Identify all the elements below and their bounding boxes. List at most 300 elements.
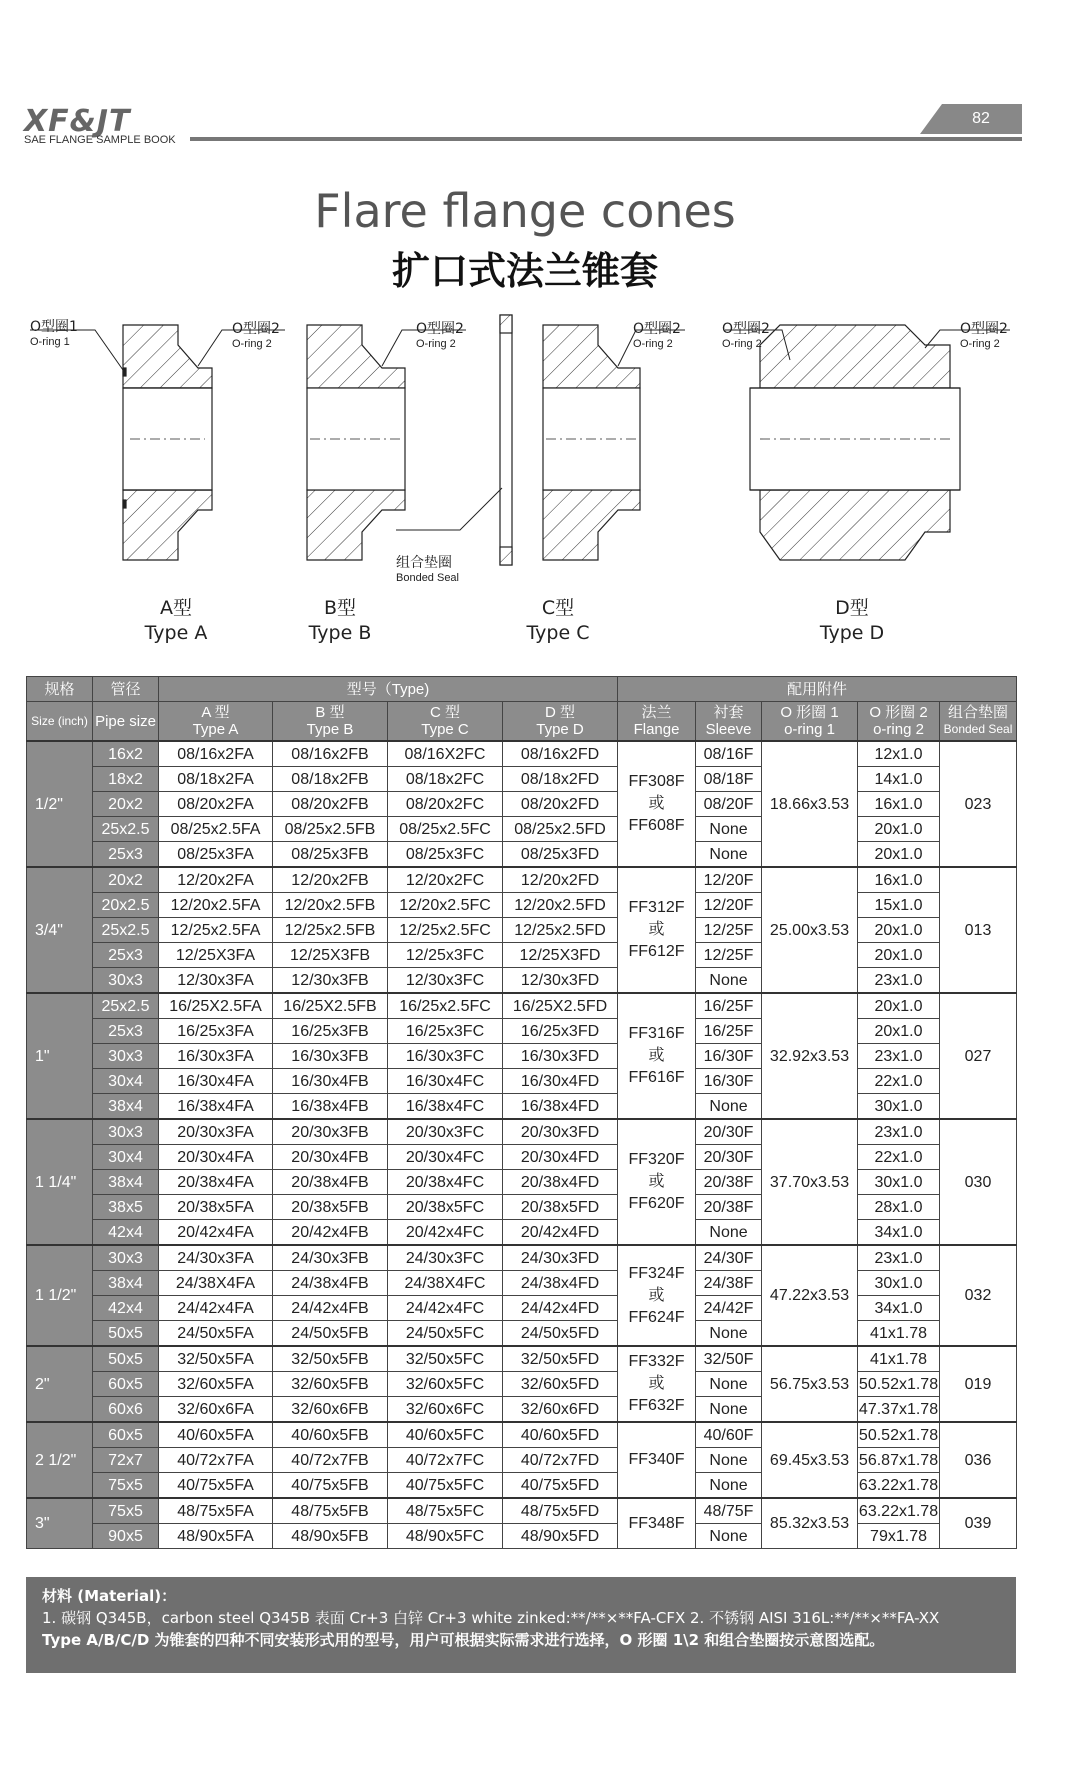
oring1-cell: 18.66x3.53 (762, 741, 858, 867)
page-number: 82 (972, 110, 990, 127)
table-row (27, 767, 1017, 792)
type-a-cell: 12/30x3FA (159, 968, 273, 994)
type-c-cell: 08/25x3FC (388, 842, 503, 868)
oring2-label-b: O型圈2 O-ring 2 (416, 321, 464, 350)
pipe-size-cell: 50x5 (93, 1346, 159, 1372)
type-d-cell: 20/30x4FD (503, 1145, 618, 1170)
sleeve-cell: None (696, 1220, 762, 1246)
type-a-cell: 24/50x5FA (159, 1321, 273, 1347)
type-c-cell: 32/60x5FC (388, 1372, 503, 1397)
type-b-cell: 20/30x3FB (273, 1119, 388, 1145)
sleeve-cell: None (696, 1372, 762, 1397)
type-c-cell: 24/50x5FC (388, 1321, 503, 1347)
th-size-cn: 规格 (27, 677, 93, 702)
type-b-cell: 08/20x2FB (273, 792, 388, 817)
sleeve-cell: 24/38F (696, 1271, 762, 1296)
type-c-label: C型 Type C (526, 597, 590, 644)
th-bonded-seal: 组合垫圈 Bonded Seal (940, 702, 1017, 742)
size-cell: 1/2" (27, 741, 93, 867)
th-type-c: C 型 Type C (388, 702, 503, 742)
type-c-cell: 32/50x5FC (388, 1346, 503, 1372)
type-b-cell: 12/30x3FB (273, 968, 388, 994)
oring2-cell: 22x1.0 (858, 1145, 940, 1170)
type-b-cell: 40/72x7FB (273, 1448, 388, 1473)
table-row (27, 817, 1017, 842)
pipe-size-cell: 38x5 (93, 1195, 159, 1220)
bonded-seal-cell: 030 (940, 1119, 1017, 1245)
size-cell: 1 1/2" (27, 1245, 93, 1346)
flange-cell (618, 1245, 696, 1346)
type-d-cell: 08/25x2.5FD (503, 817, 618, 842)
type-c-cell: 08/18x2FC (388, 767, 503, 792)
type-b-cell: 48/90x5FB (273, 1524, 388, 1549)
table-row (27, 1346, 1017, 1372)
table-row (27, 1524, 1017, 1549)
oring2-cell: 41x1.78 (858, 1346, 940, 1372)
type-a-cell: 24/38X4FA (159, 1271, 273, 1296)
table-row (27, 842, 1017, 868)
type-d-cell: 16/25X2.5FD (503, 993, 618, 1019)
material-line-2: Type A/B/C/D 为锥套的四种不同安装形式用的型号，用户可根据实际需求进行选择，O 形圈 1\2 和组合垫圈按示意图选配。 (42, 1631, 885, 1649)
type-b-cell: 12/20x2FB (273, 867, 388, 893)
type-c-cell: 48/75x5FC (388, 1498, 503, 1524)
table-row (27, 1271, 1017, 1296)
th-accessory: 配用附件 (618, 677, 1017, 702)
type-d-cell: 08/16x2FD (503, 741, 618, 767)
type-c-cell: 12/30x3FC (388, 968, 503, 994)
pipe-size-cell: 72x7 (93, 1448, 159, 1473)
type-a-cell: 08/20x2FA (159, 792, 273, 817)
size-cell: 2 1/2" (27, 1422, 93, 1498)
oring2-cell: 20x1.0 (858, 817, 940, 842)
type-c-cell: 16/25x2.5FC (388, 993, 503, 1019)
size-cell: 3" (27, 1498, 93, 1549)
oring2-cell: 15x1.0 (858, 893, 940, 918)
oring2-cell: 23x1.0 (858, 1044, 940, 1069)
table-row (27, 741, 1017, 767)
flange-code: 或 (648, 921, 665, 938)
type-b-cell: 24/50x5FB (273, 1321, 388, 1347)
table-row (27, 1220, 1017, 1246)
pipe-size-cell: 75x5 (93, 1473, 159, 1499)
type-a-cell: 40/75x5FA (159, 1473, 273, 1499)
type-c-cell: 16/30x3FC (388, 1044, 503, 1069)
type-b-drawing (307, 325, 405, 560)
type-b-cell: 48/75x5FB (273, 1498, 388, 1524)
pipe-size-cell: 60x6 (93, 1397, 159, 1423)
type-a-cell: 20/38x5FA (159, 1195, 273, 1220)
bonded-seal-cell: 036 (940, 1422, 1017, 1498)
oring2-cell: 63.22x1.78 (858, 1498, 940, 1524)
flange-code: FF624F (628, 1308, 685, 1326)
oring1-cell: 25.00x3.53 (762, 867, 858, 993)
type-c-cell: 40/75x5FC (388, 1473, 503, 1499)
type-d-cell: 16/30x3FD (503, 1044, 618, 1069)
type-c-cell: 20/42x4FC (388, 1220, 503, 1246)
pipe-size-cell: 30x3 (93, 1245, 159, 1271)
sleeve-cell: 08/18F (696, 767, 762, 792)
sleeve-cell: 20/38F (696, 1195, 762, 1220)
table-row (27, 1397, 1017, 1423)
pipe-size-cell: 30x4 (93, 1069, 159, 1094)
type-d-cell: 48/90x5FD (503, 1524, 618, 1549)
type-a-cell: 12/25x2.5FA (159, 918, 273, 943)
sleeve-cell: None (696, 1473, 762, 1499)
oring2-cell: 23x1.0 (858, 1119, 940, 1145)
oring2-cell: 16x1.0 (858, 867, 940, 893)
table-row (27, 1422, 1017, 1448)
pipe-size-cell: 30x4 (93, 1145, 159, 1170)
type-d-cell: 48/75x5FD (503, 1498, 618, 1524)
type-b-cell: 16/30x4FB (273, 1069, 388, 1094)
type-b-cell: 08/25x2.5FB (273, 817, 388, 842)
pipe-size-cell: 20x2 (93, 792, 159, 817)
oring2-cell: 20x1.0 (858, 993, 940, 1019)
pipe-size-cell: 18x2 (93, 767, 159, 792)
bonded-seal-cell: 013 (940, 867, 1017, 993)
type-c-cell: 16/30x4FC (388, 1069, 503, 1094)
table-row (27, 1448, 1017, 1473)
oring2-cell: 34x1.0 (858, 1220, 940, 1246)
material-title: 材料 (Material)： (42, 1587, 177, 1605)
flange-cell (618, 1422, 696, 1498)
flange-code: FF332F (628, 1353, 685, 1370)
table-row (27, 1094, 1017, 1120)
book-title: SAE FLANGE SAMPLE BOOK (24, 134, 176, 146)
table-row (27, 1498, 1017, 1524)
oring2-cell: 41x1.78 (858, 1321, 940, 1347)
bonded-seal-cell: 039 (940, 1498, 1017, 1549)
type-a-cell: 40/60x5FA (159, 1422, 273, 1448)
type-c-cell: 20/38x4FC (388, 1170, 503, 1195)
pipe-size-cell: 30x3 (93, 1044, 159, 1069)
th-type-a: A 型 Type A (159, 702, 273, 742)
type-b-cell: 16/30x3FB (273, 1044, 388, 1069)
type-a-cell: 32/60x6FA (159, 1397, 273, 1423)
type-b-label: B型 Type B (308, 597, 372, 644)
oring1-cell: 37.70x3.53 (762, 1119, 858, 1245)
type-d-cell: 40/72x7FD (503, 1448, 618, 1473)
type-a-cell: 20/42x4FA (159, 1220, 273, 1246)
header-rule (190, 137, 1022, 141)
oring2-cell: 23x1.0 (858, 968, 940, 994)
table-row (27, 1170, 1017, 1195)
type-c-cell: 24/38X4FC (388, 1271, 503, 1296)
spec-table-body (27, 741, 1017, 1549)
bonded-seal-cell: 019 (940, 1346, 1017, 1422)
type-d-cell: 20/30x3FD (503, 1119, 618, 1145)
flange-code: FF616F (628, 1069, 685, 1086)
size-cell: 1 1/4" (27, 1119, 93, 1245)
table-row (27, 993, 1017, 1019)
page-title-cn: 扩口式法兰锥套 (391, 249, 658, 293)
spec-table (26, 676, 1017, 1549)
type-c-cell: 12/20x2.5FC (388, 893, 503, 918)
type-b-cell: 16/25x3FB (273, 1019, 388, 1044)
type-b-cell: 32/60x5FB (273, 1372, 388, 1397)
sleeve-cell: 40/60F (696, 1422, 762, 1448)
type-d-cell: 40/75x5FD (503, 1473, 618, 1499)
type-a-cell: 16/38x4FA (159, 1094, 273, 1120)
sleeve-cell: 16/30F (696, 1044, 762, 1069)
oring2-cell: 30x1.0 (858, 1271, 940, 1296)
pipe-size-cell: 25x2.5 (93, 993, 159, 1019)
type-c-cell: 12/20x2FC (388, 867, 503, 893)
th-pipe-en: Pipe size (93, 702, 159, 742)
sleeve-cell: 12/25F (696, 918, 762, 943)
type-a-cell: 16/30x4FA (159, 1069, 273, 1094)
sleeve-cell: 20/38F (696, 1170, 762, 1195)
material-note (26, 1577, 1016, 1673)
page-header (0, 0, 1080, 170)
flange-code: FF608F (628, 817, 685, 834)
type-b-cell: 20/38x5FB (273, 1195, 388, 1220)
oring2-cell: 79x1.78 (858, 1524, 940, 1549)
sleeve-cell: 16/30F (696, 1069, 762, 1094)
type-b-cell: 16/25X2.5FB (273, 993, 388, 1019)
type-a-cell: 16/25x3FA (159, 1019, 273, 1044)
sleeve-cell: 12/20F (696, 893, 762, 918)
type-d-cell: 24/50x5FD (503, 1321, 618, 1347)
table-row (27, 968, 1017, 994)
pipe-size-cell: 25x3 (93, 1019, 159, 1044)
flange-code: 或 (648, 795, 665, 812)
type-c-cell: 12/25x3FC (388, 943, 503, 968)
flange-code: 或 (648, 1286, 665, 1304)
type-c-cell: 20/30x3FC (388, 1119, 503, 1145)
pipe-size-cell: 38x4 (93, 1271, 159, 1296)
type-d-cell: 24/30x3FD (503, 1245, 618, 1271)
size-cell: 2" (27, 1346, 93, 1422)
th-size-en: Size (inch) (27, 702, 93, 742)
oring1-cell: 56.75x3.53 (762, 1346, 858, 1422)
table-row (27, 1195, 1017, 1220)
bonded-seal-label: 组合垫圈 Bonded Seal (396, 555, 459, 584)
flange-code: 或 (648, 1173, 665, 1190)
type-d-cell: 16/25x3FD (503, 1019, 618, 1044)
sleeve-cell: None (696, 817, 762, 842)
size-cell: 3/4" (27, 867, 93, 993)
oring2-cell: 12x1.0 (858, 741, 940, 767)
oring2-label-d-left: O型圈2 O-ring 2 (722, 321, 770, 350)
type-c-cell: 40/72x7FC (388, 1448, 503, 1473)
page-title-en: Flare flange cones (314, 184, 736, 238)
pipe-size-cell: 60x5 (93, 1422, 159, 1448)
flange-code: FF316F (628, 1025, 685, 1042)
oring1-cell: 47.22x3.53 (762, 1245, 858, 1346)
pipe-size-cell: 38x4 (93, 1170, 159, 1195)
pipe-size-cell: 42x4 (93, 1220, 159, 1246)
oring2-label-d-right: O型圈2 O-ring 2 (960, 321, 1008, 350)
type-b-cell: 24/42x4FB (273, 1296, 388, 1321)
type-c-cell: 08/16X2FC (388, 741, 503, 767)
type-b-cell: 24/30x3FB (273, 1245, 388, 1271)
sleeve-cell: 12/25F (696, 943, 762, 968)
pipe-size-cell: 16x2 (93, 741, 159, 767)
type-c-cell: 16/38x4FC (388, 1094, 503, 1120)
type-c-cell: 32/60x6FC (388, 1397, 503, 1423)
flange-code: FF612F (628, 943, 685, 960)
table-row (27, 943, 1017, 968)
type-b-cell: 24/38x4FB (273, 1271, 388, 1296)
type-d-label: D型 Type D (819, 597, 885, 644)
type-a-drawing (123, 325, 212, 560)
type-c-cell: 24/42x4FC (388, 1296, 503, 1321)
sleeve-cell: 08/16F (696, 741, 762, 767)
oring2-cell: 63.22x1.78 (858, 1473, 940, 1499)
oring2-cell: 47.37x1.78 (858, 1397, 940, 1423)
type-d-cell: 12/20x2FD (503, 867, 618, 893)
sleeve-cell: None (696, 1524, 762, 1549)
pipe-size-cell: 75x5 (93, 1498, 159, 1524)
type-a-cell: 08/25x3FA (159, 842, 273, 868)
sleeve-cell: 24/42F (696, 1296, 762, 1321)
type-a-cell: 32/50x5FA (159, 1346, 273, 1372)
type-b-cell: 20/38x4FB (273, 1170, 388, 1195)
type-b-cell: 08/18x2FB (273, 767, 388, 792)
pipe-size-cell: 42x4 (93, 1296, 159, 1321)
pipe-size-cell: 90x5 (93, 1524, 159, 1549)
flange-cell (618, 1346, 696, 1422)
table-row (27, 792, 1017, 817)
oring1-cell: 69.45x3.53 (762, 1422, 858, 1498)
oring1-mark (123, 368, 126, 376)
type-c-cell: 08/20x2FC (388, 792, 503, 817)
table-row (27, 1321, 1017, 1347)
th-sleeve: 衬套 Sleeve (696, 702, 762, 742)
type-d-cell: 20/38x4FD (503, 1170, 618, 1195)
th-oring1: O 形圈 1 o-ring 1 (762, 702, 858, 742)
type-b-cell: 20/30x4FB (273, 1145, 388, 1170)
type-d-cell: 20/38x5FD (503, 1195, 618, 1220)
type-a-cell: 12/20x2.5FA (159, 893, 273, 918)
type-b-cell: 32/60x6FB (273, 1397, 388, 1423)
flange-cell (618, 867, 696, 993)
oring2-cell: 30x1.0 (858, 1094, 940, 1120)
sleeve-cell: 12/20F (696, 867, 762, 893)
table-row (27, 1473, 1017, 1499)
oring2-label-a: O型圈2 O-ring 2 (232, 321, 280, 350)
flange-code: FF320F (628, 1151, 685, 1168)
oring2-cell: 16x1.0 (858, 792, 940, 817)
th-oring2: O 形圈 2 o-ring 2 (858, 702, 940, 742)
table-row (27, 1019, 1017, 1044)
type-c-cell: 16/25x3FC (388, 1019, 503, 1044)
th-flange: 法兰 Flange (618, 702, 696, 742)
type-c-drawing (500, 315, 640, 565)
table-row (27, 918, 1017, 943)
type-a-cell: 20/38x4FA (159, 1170, 273, 1195)
oring1-label: O型圈1 O-ring 1 (30, 319, 78, 348)
sleeve-cell: None (696, 842, 762, 868)
type-a-cell: 48/90x5FA (159, 1524, 273, 1549)
material-line-1: 1. 碳钢 Q345B，carbon steel Q345B 表面 Cr+3 白锌 Cr+3 white zinked:**/**×**FA-CFX 2. 不锈钢 AISI 316L:**/**×**FA-XX (42, 1609, 940, 1627)
type-a-cell: 24/42x4FA (159, 1296, 273, 1321)
type-a-cell: 08/25x2.5FA (159, 817, 273, 842)
sleeve-cell: None (696, 1094, 762, 1120)
brand-logo: XF&JT (24, 104, 131, 139)
oring2-cell: 30x1.0 (858, 1170, 940, 1195)
sleeve-cell: 16/25F (696, 1019, 762, 1044)
table-row (27, 1119, 1017, 1145)
type-d-cell: 24/42x4FD (503, 1296, 618, 1321)
type-a-cell: 12/20x2FA (159, 867, 273, 893)
oring2-cell: 23x1.0 (858, 1245, 940, 1271)
sleeve-cell: None (696, 1397, 762, 1423)
type-a-cell: 16/25X2.5FA (159, 993, 273, 1019)
type-d-cell: 32/60x6FD (503, 1397, 618, 1423)
table-row (27, 1044, 1017, 1069)
pipe-size-cell: 20x2 (93, 867, 159, 893)
type-d-cell: 08/20x2FD (503, 792, 618, 817)
th-model: 型号（Type) (159, 677, 618, 702)
bonded-seal-cell: 027 (940, 993, 1017, 1119)
type-c-cell: 48/90x5FC (388, 1524, 503, 1549)
type-c-cell: 24/30x3FC (388, 1245, 503, 1271)
type-a-cell: 12/25X3FA (159, 943, 273, 968)
sleeve-cell: 08/20F (696, 792, 762, 817)
sleeve-cell: None (696, 968, 762, 994)
type-b-cell: 08/16x2FB (273, 741, 388, 767)
sleeve-cell: 20/30F (696, 1119, 762, 1145)
sleeve-cell: None (696, 1321, 762, 1347)
oring2-cell: 20x1.0 (858, 1019, 940, 1044)
sleeve-cell: 16/25F (696, 993, 762, 1019)
flange-code: FF308F (628, 773, 685, 790)
pipe-size-cell: 30x3 (93, 968, 159, 994)
type-c-cell: 20/38x5FC (388, 1195, 503, 1220)
th-type-b: B 型 Type B (273, 702, 388, 742)
type-d-cell: 12/25X3FD (503, 943, 618, 968)
type-d-cell: 12/30x3FD (503, 968, 618, 994)
flange-code: FF620F (628, 1195, 685, 1212)
flange-cell (618, 741, 696, 867)
oring2-cell: 50.52x1.78 (858, 1372, 940, 1397)
flange-code: 或 (648, 1375, 665, 1392)
type-d-cell: 32/50x5FD (503, 1346, 618, 1372)
sleeve-cell: None (696, 1448, 762, 1473)
oring2-cell: 28x1.0 (858, 1195, 940, 1220)
type-b-cell: 12/25x2.5FB (273, 918, 388, 943)
type-b-cell: 20/42x4FB (273, 1220, 388, 1246)
sleeve-cell: 20/30F (696, 1145, 762, 1170)
type-a-cell: 40/72x7FA (159, 1448, 273, 1473)
size-cell: 1" (27, 993, 93, 1119)
sleeve-cell: 24/30F (696, 1245, 762, 1271)
oring1-cell: 32.92x3.53 (762, 993, 858, 1119)
type-d-cell: 32/60x5FD (503, 1372, 618, 1397)
sleeve-cell: 32/50F (696, 1346, 762, 1372)
type-a-cell: 48/75x5FA (159, 1498, 273, 1524)
pipe-size-cell: 30x3 (93, 1119, 159, 1145)
flange-code: FF312F (628, 899, 685, 916)
pipe-size-cell: 25x3 (93, 842, 159, 868)
pipe-size-cell: 25x2.5 (93, 817, 159, 842)
oring2-cell: 14x1.0 (858, 767, 940, 792)
type-b-cell: 16/38x4FB (273, 1094, 388, 1120)
pipe-size-cell: 25x2.5 (93, 918, 159, 943)
type-a-cell: 08/16x2FA (159, 741, 273, 767)
table-row (27, 893, 1017, 918)
type-d-cell: 08/18x2FD (503, 767, 618, 792)
type-c-cell: 40/60x5FC (388, 1422, 503, 1448)
oring2-cell: 50.52x1.78 (858, 1422, 940, 1448)
table-row (27, 1069, 1017, 1094)
table-row (27, 867, 1017, 893)
pipe-size-cell: 20x2.5 (93, 893, 159, 918)
oring2-cell: 56.87x1.78 (858, 1448, 940, 1473)
type-a-cell: 32/60x5FA (159, 1372, 273, 1397)
